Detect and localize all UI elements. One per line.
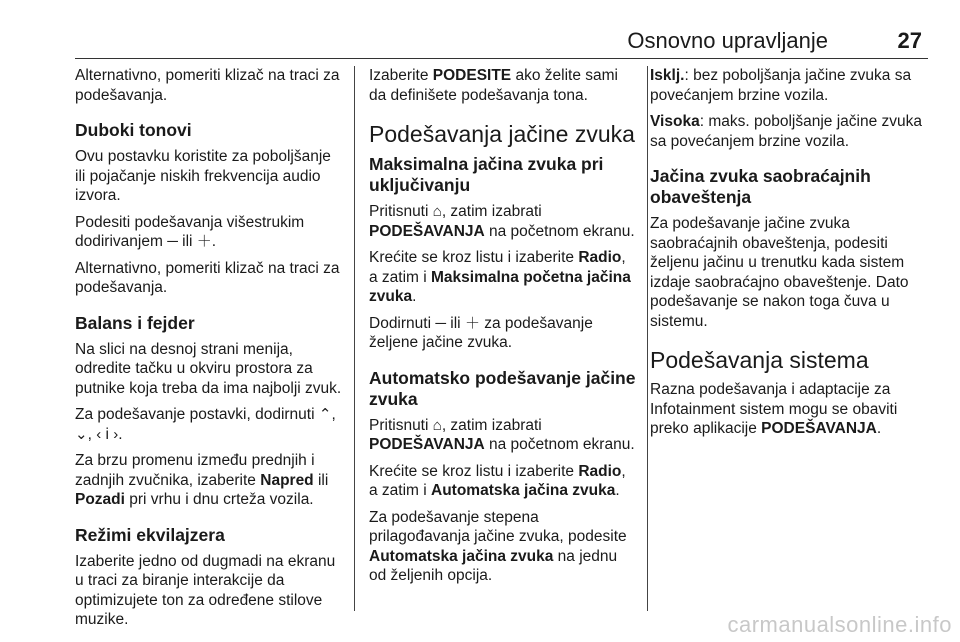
- paragraph: Alternativno, pomeriti klizač na traci za podešavanja.: [75, 259, 340, 296]
- term-visoka: Visoka: [650, 113, 700, 130]
- text: ako želite sami da definišete podešavanja tona.: [369, 67, 618, 104]
- text: Izaberite: [369, 67, 433, 84]
- heading-podesavanja-sistema: Podešavanja sistema: [650, 347, 869, 373]
- chevron-right-icon: ›: [113, 425, 119, 443]
- text: pri vrhu i dnu crteža vozila.: [124, 491, 314, 508]
- text: ili: [177, 233, 197, 250]
- paragraph: Izaberite jedno od dugmadi na ekranu u traci za biranje interakcije da optimizujete ton za određene stilove muzike.: [75, 552, 336, 628]
- chevron-up-icon: ⌃: [318, 406, 332, 423]
- chevron-left-icon: ‹: [96, 425, 102, 443]
- text: .: [211, 233, 217, 250]
- text: , zatim izabrati: [441, 416, 542, 434]
- column-3: [650, 66, 930, 446]
- text: za podešavanje željene jačine zvuka.: [369, 314, 593, 351]
- text: Pritisnuti: [369, 416, 433, 434]
- term-maksimalna-pocetna: Maksimalna početna jačina zvuka: [369, 268, 631, 305]
- text: , a zatim i: [369, 249, 626, 286]
- text: Za podešavanje stepena prilagođavanja jačine zvuka, podesite: [369, 508, 627, 545]
- paragraph: [369, 416, 637, 455]
- paragraph: [369, 508, 637, 586]
- text: : maks. poboljšanje jačine zvuka sa povećanjem brzine vozila.: [650, 113, 922, 150]
- page-header: [75, 24, 928, 59]
- paragraph: [650, 380, 930, 439]
- paragraph: Za podešavanje jačine zvuka saobraćajnih obaveštenja, podesiti željenu jačinu u trenutku kada sistem izdaje saobraćajno obaveštenje. Dato podešavanje se nakon toga čuva u sistemu.: [650, 215, 909, 330]
- term-pozadi: Pozadi: [75, 491, 125, 508]
- heading-jacina-saobracajnih: Jačina zvuka saobraćajnih obaveštenja: [650, 166, 871, 207]
- text: na početnom ekranu.: [484, 222, 635, 240]
- heading-automatsko-podesavanje: Automatsko podešavanje jačine zvuka: [369, 367, 636, 409]
- paragraph: Ovu postavku koristite za poboljšanje ili pojačanje niskih frekvencija audio izvora.: [75, 148, 331, 204]
- text: na jednu od željenih opcija.: [369, 547, 618, 584]
- paragraph: Na slici na desnoj strani menija, odredite tačku u okviru prostora za putnike koja treba da ima najbolji zvuk.: [75, 340, 342, 397]
- heading-balans-i-fejder: Balans i fejder: [75, 312, 195, 333]
- section-title: Osnovno upravljanje: [627, 28, 828, 53]
- heading-podesavanja-jacine-zvuka: Podešavanja jačine zvuka: [369, 121, 635, 147]
- text: .: [118, 425, 123, 443]
- plus-icon: ＋: [464, 314, 480, 332]
- text: .: [615, 482, 620, 499]
- paragraph: [650, 66, 930, 105]
- text: ,: [331, 406, 336, 423]
- paragraph: [369, 248, 637, 307]
- term-podesavanja: PODEŠAVANJA: [761, 420, 877, 437]
- term-podesavanja: PODEŠAVANJA: [369, 436, 485, 453]
- home-icon: ⌂: [432, 203, 442, 220]
- term-podesite: PODESITE: [432, 67, 512, 84]
- watermark: carmanualsonline.info: [727, 612, 952, 637]
- paragraph: [369, 314, 637, 353]
- text: ,: [87, 425, 97, 443]
- paragraph: Alternativno, pomeriti klizač na traci za podešavanja.: [75, 67, 340, 104]
- term-automatska-jacina: Automatska jačina zvuka: [369, 547, 554, 565]
- paragraph: [369, 202, 637, 241]
- term-radio: Radio: [578, 462, 622, 480]
- text: , a zatim i: [369, 462, 626, 499]
- text: Pritisnuti: [369, 203, 433, 220]
- text: na početnom ekranu.: [484, 436, 635, 453]
- term-radio: Radio: [578, 249, 622, 266]
- term-automatska-jacina: Automatska jačina zvuka: [431, 482, 616, 499]
- paragraph: [369, 66, 637, 105]
- text: Podesiti podešavanja višestrukim dodirivanjem: [75, 213, 305, 250]
- page-number: 27: [897, 28, 922, 53]
- term-napred: Napred: [260, 471, 314, 489]
- paragraph: [75, 451, 343, 510]
- column-1: [75, 66, 343, 637]
- plus-icon: ＋: [196, 233, 212, 250]
- paragraph: [369, 462, 637, 501]
- text: Krećite se kroz listu i izaberite: [369, 249, 579, 266]
- text: ili: [313, 471, 329, 489]
- column-2: [369, 66, 637, 593]
- text: .: [412, 288, 417, 305]
- text: i: [101, 425, 114, 443]
- text: : bez poboljšanja jačine zvuka sa povećanjem brzine vozila.: [650, 67, 912, 104]
- text: Razna podešavanja i adaptacije za Infotainment sistem mogu se obaviti preko aplikacije: [650, 381, 898, 437]
- text: Krećite se kroz listu i izaberite: [369, 462, 579, 480]
- column-divider: [647, 66, 648, 611]
- text: ili: [445, 314, 465, 332]
- text: Za brzu promenu između prednjih i zadnjih zvučnika, izaberite: [75, 452, 315, 489]
- text: .: [876, 420, 882, 437]
- heading-rezimi-ekvilajzera: Režimi ekvilajzera: [75, 524, 225, 545]
- heading-duboki-tonovi: Duboki tonovi: [75, 120, 192, 140]
- home-icon: ⌂: [432, 416, 442, 434]
- term-isklj: Isklj.: [650, 67, 685, 84]
- paragraph: [75, 405, 343, 444]
- minus-icon: ─: [435, 314, 446, 332]
- chevron-down-icon: ⌄: [75, 425, 88, 443]
- paragraph: [650, 112, 930, 151]
- text: Za podešavanje postavki, dodirnuti: [75, 406, 319, 423]
- column-divider: [354, 66, 355, 611]
- text: Dodirnuti: [369, 314, 436, 332]
- heading-maksimalna-jacina: Maksimalna jačina zvuka pri uključivanju: [369, 154, 604, 195]
- minus-icon: ─: [167, 233, 178, 250]
- term-podesavanja: PODEŠAVANJA: [369, 222, 485, 240]
- paragraph: [75, 213, 343, 252]
- text: , zatim izabrati: [441, 203, 542, 220]
